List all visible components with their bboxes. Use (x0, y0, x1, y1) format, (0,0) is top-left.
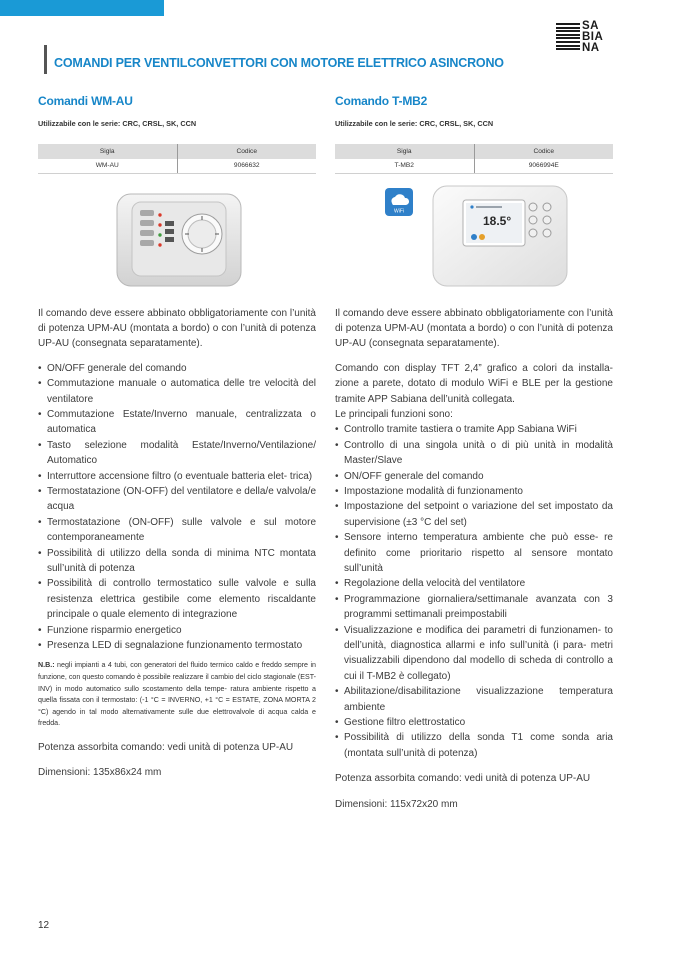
note-label: N.B.: (38, 661, 55, 670)
list-item: • Abilitazione/disabilitazione visualizzazione temperatura ambiente (335, 684, 613, 715)
display-temperature: 18.5° (483, 213, 512, 228)
table-header-sigla: Sigla (38, 144, 177, 159)
cell-sigla: WM-AU (38, 159, 177, 173)
functions-intro: Le principali funzioni sono: (335, 408, 453, 420)
list-item: • Possibilità di utilizzo della sonda di minima NTC montata sull’unità di potenza (38, 546, 316, 577)
page-number: 12 (38, 920, 50, 931)
list-item: • ON/OFF generale del comando (38, 361, 316, 376)
list-item: • Possibilità di utilizzo della sonda T1 come sonda aria (montata sull’unità di potenza) (335, 730, 613, 761)
list-item: • Interruttore accensione filtro (o eventuale batteria elet- trica) (38, 469, 316, 484)
table-header-codice: Codice (474, 144, 613, 159)
section-title: Comandi WM-AU (38, 94, 133, 108)
code-table (38, 144, 316, 174)
list-item: • Visualizzazione e modifica dei parametri di funzionamen- to dell’unità, diagnostica allarmi e info sull’unità (i para- metri visualizzabili dipendono dal modello di scheda di controllo a cui il T-MB2 è collegato) (335, 623, 613, 685)
list-item: • Funzione risparmio energetico (38, 623, 316, 638)
table-header-sigla: Sigla (335, 144, 474, 159)
list-item: • Controllo di una singola unità o di più unità in modalità Master/Slave (335, 438, 613, 469)
logo-wordmark (582, 21, 603, 54)
feature-list (335, 422, 613, 761)
note-text: negli impianti a 4 tubi, con generatori del fluido termico caldo e freddo sempre in funzione, con questo comando è possibile realizzare il cambio del ciclo stagionale (EST-INV) in modo automatico sullo scostamento della tempe- ratura ambiente rispetto a quella fissata con il termostato: (-1 °C = INVERNO, +1 °C = ESTATE, ZONA MORTA 2 °C) agendo in tal modo alternativamente sulle due elettrovalvole di acqua calda e fredda. (38, 661, 316, 728)
usable-series: Utilizzabile con le serie: CRC, CRSL, SK, CCN (335, 119, 494, 128)
power-text: Potenza assorbita comando: vedi unità di potenza UP-AU (38, 742, 294, 753)
list-item: • Presenza LED di segnalazione funzionamento termostato (38, 638, 316, 653)
list-item: • Commutazione manuale o automatica delle tre velocità del ventilatore (38, 376, 316, 407)
wm-au-illustration (38, 174, 316, 294)
table-row (335, 159, 613, 173)
list-item: • Possibilità di controllo termostatico sulle valvole e sulla resistenza elettrica gestibile come elemento riscaldante principale o quale elemento di integrazione (38, 576, 316, 622)
wm-au-device-image (38, 174, 316, 294)
top-accent-bar (0, 0, 164, 16)
code-table (335, 144, 613, 174)
cell-codice: 9066994E (474, 159, 613, 173)
list-item: • Programmazione giornaliera/settimanale avanzata con 3 programmi settimanali preimpostabili (335, 592, 613, 623)
description-text: Comando con display TFT 2,4” grafico a colori da installa- zione a parete, dotato di modulo WiFi e BLE per la gestione tramite APP Sabiana dell’unità collegata. (335, 362, 613, 405)
note-paragraph (38, 660, 316, 730)
list-item: • Termostatazione (ON-OFF) del ventilatore e della/e valvola/e acqua (38, 484, 316, 515)
header-rule (44, 45, 47, 74)
logo-stripes (556, 23, 580, 53)
wifi-badge-label: WiFi (394, 208, 404, 214)
list-item: • Regolazione della velocità del ventilatore (335, 576, 613, 591)
usable-series: Utilizzabile con le serie: CRC, CRSL, SK, CCN (38, 119, 197, 128)
logo-line-1: SA (582, 20, 599, 32)
brand-logo (556, 22, 618, 56)
list-item: • Impostazione del setpoint o variazione del set impostato da supervisione (±3 °C del set) (335, 499, 613, 530)
dimensions-text: Dimensioni: 135x86x24 mm (38, 767, 162, 779)
wifi-cloud-icon (385, 188, 413, 216)
logo-line-2: BIA (582, 31, 604, 43)
t-mb2-device-image (335, 174, 613, 294)
power-text: Potenza assorbita comando: vedi unità di potenza UP-AU (335, 773, 591, 785)
list-item: • Controllo tramite tastiera o tramite App Sabiana WiFi (335, 422, 613, 437)
intro-text: Il comando deve essere abbinato obbligatoriamente con l’unità di potenza UPM-AU (montata a bordo) o con l’unità di potenza UP-AU (consegnata separatamente). (335, 307, 613, 350)
table-header-codice: Codice (177, 144, 316, 159)
list-item: • Commutazione Estate/Inverno manuale, centralizzata o automatica (38, 407, 316, 438)
page-title: COMANDI PER VENTILCONVETTORI CON MOTORE ELETTRICO ASINCRONO (54, 56, 504, 70)
list-item: • Tasto selezione modalità Estate/Inverno/Ventilazione/ Automatico (38, 438, 316, 469)
intro-text: Il comando deve essere abbinato obbligatoriamente con l’unità di potenza UPM-AU (montata a bordo) o con l’unità di potenza UP-AU (consegnata separatamente). (38, 307, 316, 350)
list-item: • Termostatazione (ON-OFF) sulle valvole e sul motore contemporaneamente (38, 515, 316, 546)
t-mb2-illustration (335, 174, 613, 294)
dimensions-text: Dimensioni: 115x72x20 mm (335, 798, 458, 810)
table-row (38, 159, 316, 173)
list-item: • Sensore interno temperatura ambiente che può esse- re definito come prioritario rispetto al sensore montato sull’unità (335, 530, 613, 576)
cell-sigla: T-MB2 (335, 159, 474, 173)
section-title: Comando T-MB2 (335, 94, 428, 108)
feature-list (38, 361, 316, 654)
cell-codice: 9066632 (177, 159, 316, 173)
list-item: • Impostazione modalità di funzionamento (335, 484, 613, 499)
logo-line-3: NA (582, 42, 600, 54)
section-wm-au (38, 94, 316, 781)
list-item: • ON/OFF generale del comando (335, 469, 613, 484)
section-t-mb2 (335, 94, 613, 812)
list-item: • Gestione filtro elettrostatico (335, 715, 613, 730)
